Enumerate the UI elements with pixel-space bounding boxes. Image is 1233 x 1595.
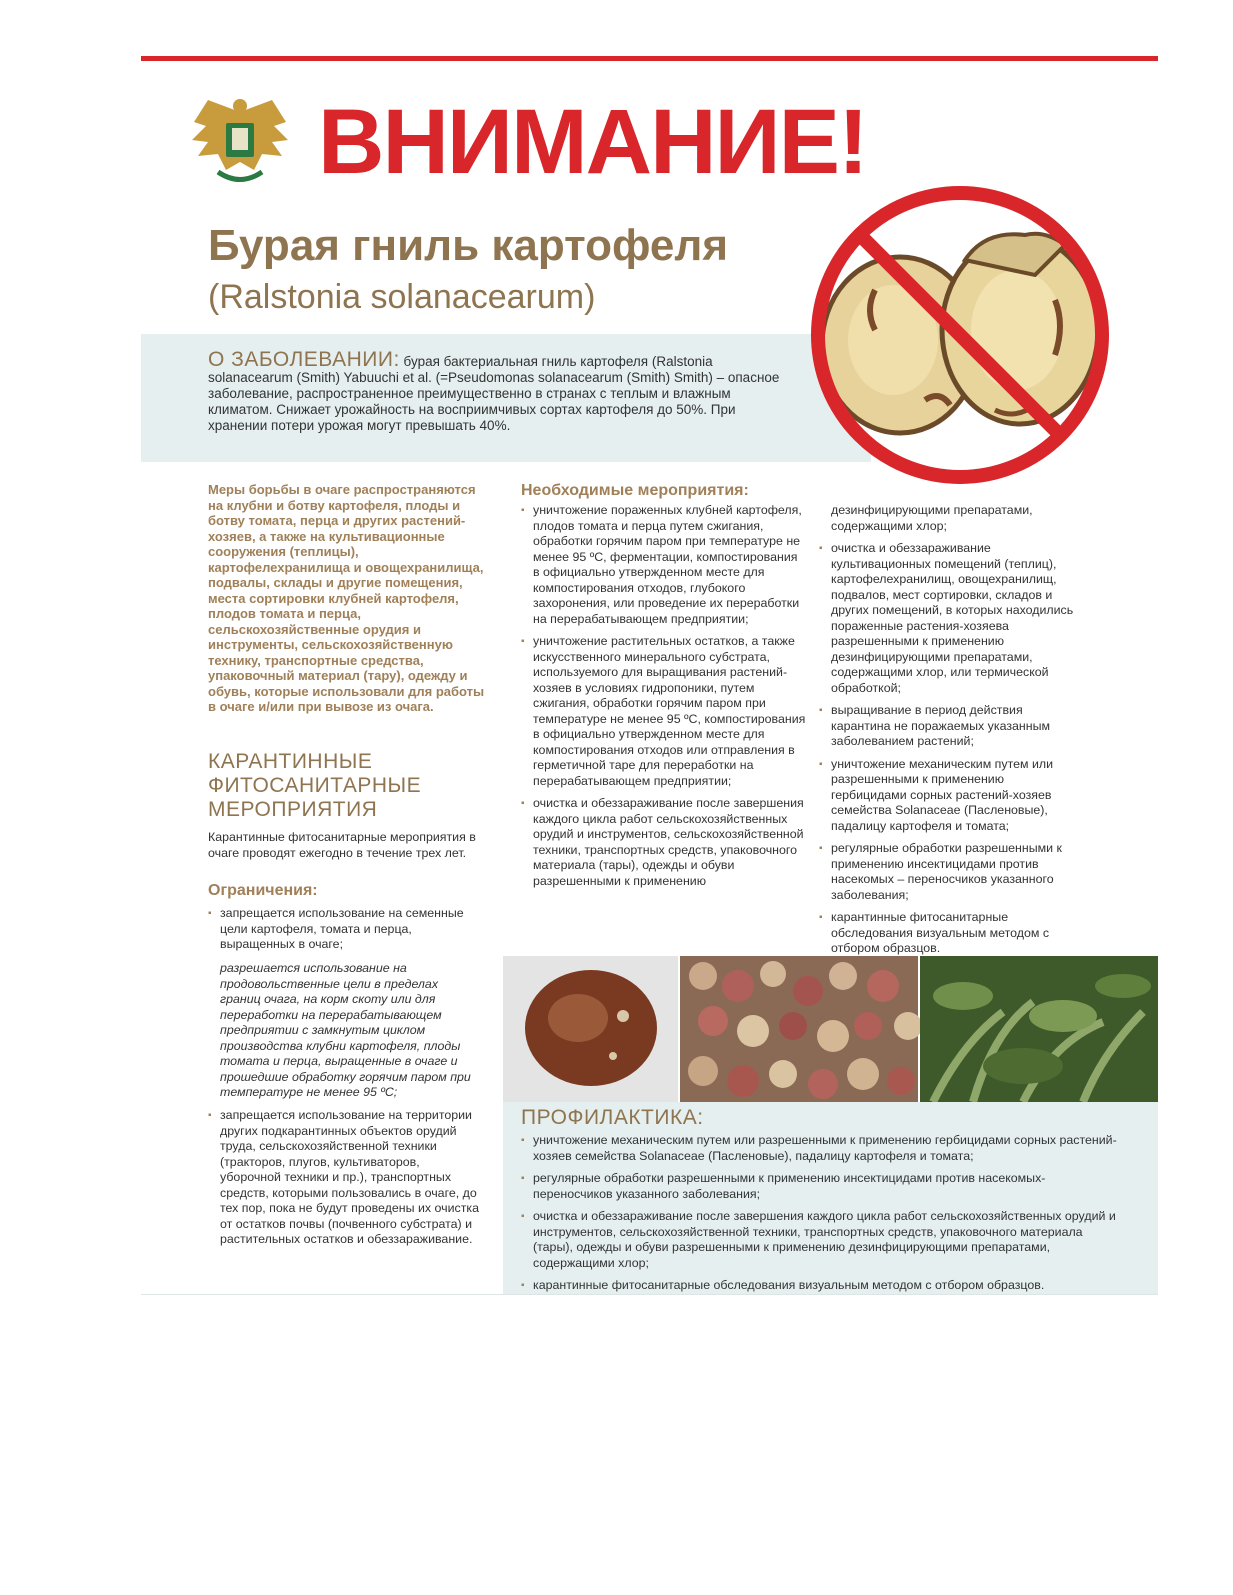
wilted-plants-photo <box>920 956 1158 1102</box>
list-item: ▪ регулярные обработки разрешенными к применению инсектицидами против насекомых-переносчиков указанного заболевания; <box>521 1171 1121 1202</box>
restrictions-list-2 <box>208 1108 483 1255</box>
page-title: Бурая гниль картофеля <box>208 221 729 270</box>
quarantine-heading: КАРАНТИННЫЕ ФИТОСАНИТАРНЫЕ МЕРОПРИЯТИЯ <box>208 750 422 821</box>
prophylaxis-heading: ПРОФИЛАКТИКА: <box>521 1106 704 1129</box>
list-item: ▪ регулярные обработки разрешенными к применению инсектицидами против насекомых – переносчиков указанного заболевания; <box>819 841 1081 903</box>
rotten-potato-photo <box>503 956 678 1102</box>
list-item: ▪ очистка и обеззараживание после завершения каждого цикла работ сельскохозяйственных орудий и инструментов, сельскохозяйственной техники, транспортных средств, упаковочного материала (тары), одежды и обуви разрешенными к применению <box>521 796 806 889</box>
list-item: ▪ карантинные фитосанитарные обследования визуальным методом с отбором образцов. <box>819 910 1081 957</box>
list-item: ▪ карантинные фитосанитарные обследования визуальным методом с отбором образцов. <box>521 1278 1121 1294</box>
prophylaxis-list <box>521 1133 1121 1301</box>
about-text: бурая бактериальная гниль картофеля (Ralstonia solanacearum (Smith) Yabuuchi et al. (=Pseudomonas solanacearum (Smith) Smith) – опасное заболевание, распространенное преимущественно в странах с теплым и влажным климатом. Снижает урожайность на восприимчивых сортах картофеля до 50%. При хранении потери урожая могут превышать 40%. <box>208 354 780 433</box>
list-item: ▪ уничтожение механическим путем или разрешенными к применению гербицидами сорных растений-хозяев семейства Solanaceae (Пасленовые), падалицу картофеля и томата; <box>521 1133 1121 1164</box>
measures-list <box>521 503 806 896</box>
list-item: ▪ очистка и обеззараживание культивационных помещений (теплиц), картофелехранилищ, овощехранилищ, подвалов, мест сортировки, складов и других помещений, в которых находились пораженные растения-хозяева разрешенными к применению дезинфицирующими препаратами, содержащими хлор, или термической обработкой; <box>819 541 1081 696</box>
list-item: ▪ очистка и обеззараживание после завершения каждого цикла работ сельскохозяйственных орудий и инструментов, сельскохозяйственной техники, транспортных средств, упаковочного материала (тары), одежды и обуви разрешенными к применению дезинфицирующими препаратами, содержащими хлор; <box>521 1209 1121 1271</box>
list-item: ▪ уничтожение механическим путем или разрешенными к применению гербицидами сорных растений-хозяев семейства Solanaceae (Пасленовые), падалицу картофеля и томата; <box>819 757 1081 835</box>
top-red-bar <box>141 56 1158 61</box>
about-section <box>208 348 798 434</box>
infected-tubers-pile-photo <box>680 956 922 1102</box>
restrictions-heading: Ограничения: <box>208 882 318 899</box>
restriction-allowed-text: разрешается использование на продовольственные цели в пределах границ очага, на корм скоту или для переработки на перерабатывающем предприятии с замкнутым циклом производства клубни картофеля, плоды томата и перца, выращенные в очаге и прошедшие обработку горячим паром при температуре не менее 95 ºС; <box>220 961 471 1099</box>
bottom-divider <box>141 1294 1158 1295</box>
list-item: ▪ запрещается использование на территории других подкарантинных объектов орудий труда, сельскохозяйственной техники (тракторов, плугов, культиваторов, уборочной техники и пр.), транспортных средств, которыми пользовались в очаге, до тех пор, пока не будут проведены их очистка от остатков почвы (почвенного субстрата) и растительных остатков и обеззараживание. <box>208 1108 483 1248</box>
quarantine-text: Карантинные фитосанитарные мероприятия в очаге проводят ежегодно в течение трех лет. <box>208 830 476 860</box>
measures-list-col3 <box>819 541 1081 957</box>
restrictions-list-1 <box>208 906 478 960</box>
list-item: ▪ запрещается использование на семенные цели картофеля, томата и перца, выращенных в очаге; <box>208 906 478 953</box>
list-item: ▪ выращивание в период действия карантина не поражаемых указанным заболеванием растений; <box>819 703 1081 750</box>
control-measures-intro: Меры борьбы в очаге распространяются на клубни и ботву картофеля, плоды и ботву томата, перца и других растений-хозяев, а также на культивационные сооружения (теплицы), картофелехранилища и овощехранилища, подвалы, склады и другие помещения, места сортировки клубней картофеля, плодов томата и перца, сельскохозяйственные орудия и инструменты, сельскохозяйственную технику, транспортные средства, упаковочный материал (тару), одежду и обувь, которые использовали для работы в очаге и/или при вывозе из очага. <box>208 482 485 714</box>
measures-continuation: дезинфицирующими препаратами, содержащими хлор; <box>831 503 1033 533</box>
emblem-logo-icon <box>188 92 292 192</box>
measures-list-continued <box>819 503 1081 964</box>
headline-attention: ВНИМАНИЕ! <box>318 91 867 193</box>
page-subtitle: (Ralstonia solanacearum) <box>208 278 596 316</box>
measures-heading: Необходимые мероприятия: <box>521 482 749 499</box>
list-item: ▪ уничтожение растительных остатков, а также искусственного минерального субстрата, используемого для выращивания растений-хозяев в условиях гидропоники, путем сжигания, обработки горячим паром при температуре не менее 95 ºС, компостирования в официально утвержденном месте для компостирования отходов или отправления в герметичной таре для переработки на перерабатывающем предприятии; <box>521 634 806 789</box>
diseased-potato-prohibited-image <box>805 180 1115 490</box>
list-item: ▪ уничтожение пораженных клубней картофеля, плодов томата и перца путем сжигания, обработки горячим паром при температуре не менее 95 ºС, ферментации, компостирования в официально утвержденном месте для компостирования отходов, глубокого захоронения, или проведение их переработки на перерабатывающем предприятии; <box>521 503 806 627</box>
about-heading: О ЗАБОЛЕВАНИИ: <box>208 348 400 371</box>
photo-strip <box>503 956 1158 1102</box>
